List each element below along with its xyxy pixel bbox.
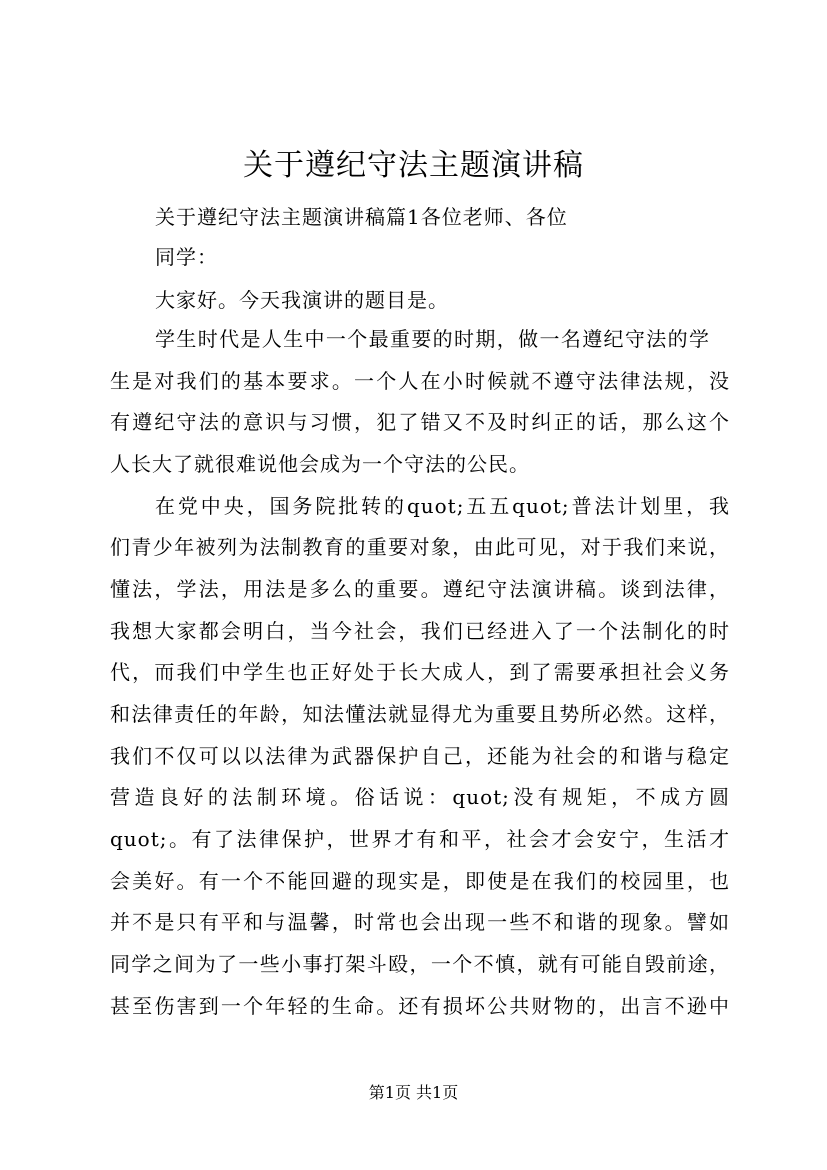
text-line: 同学： <box>155 245 218 269</box>
text-line: 代，而我们中学生也正好处于长大成人，到了需要承担社会义务 <box>110 660 730 684</box>
text-line: 生是对我们的基本要求。一个人在小时候就不遵守法律法规，没 <box>110 369 730 393</box>
text-line: 有遵纪守法的意识与习惯，犯了错又不及时纠正的话，那么这个 <box>110 410 730 434</box>
page-number-footer: 第1页 共1页 <box>368 1083 459 1102</box>
text-line: 并不是只有平和与温馨，时常也会出现一些不和谐的现象。譬如 <box>110 910 730 934</box>
text-line: 在党中央，国务院批转的quot;五五quot;普法计划里，我 <box>155 494 730 518</box>
text-line: 学生时代是人生中一个最重要的时期，做一名遵纪守法的学 <box>155 327 710 351</box>
text-line: 关于遵纪守法主题演讲稿篇1各位老师、各位 <box>155 205 568 229</box>
text-line: 同学之间为了一些小事打架斗殴，一个不慎，就有可能自毁前途， <box>110 952 730 976</box>
text-line: 甚至伤害到一个年轻的生命。还有损坏公共财物的，出言不逊中 <box>110 994 730 1018</box>
text-line: 我们不仅可以以法律为武器保护自己，还能为社会的和谐与稳定 <box>110 744 730 768</box>
text-line: 大家好。今天我演讲的题目是。 <box>155 288 449 312</box>
text-line: 们青少年被列为法制教育的重要对象，由此可见，对于我们来说， <box>110 535 730 559</box>
text-line: 营造良好的法制环境。俗话说：quot;没有规矩，不成方圆 <box>110 785 730 809</box>
text-line: 懂法，学法，用法是多么的重要。遵纪守法演讲稿。谈到法律， <box>110 577 730 601</box>
text-line: 和法律责任的年龄，知法懂法就显得尤为重要且势所必然。这样， <box>110 702 730 726</box>
text-line: 人长大了就很难说他会成为一个守法的公民。 <box>110 452 530 476</box>
text-line: quot;。有了法律保护，世界才有和平，社会才会安宁，生活才 <box>110 827 730 851</box>
document-title: 关于遵纪守法主题演讲稿 <box>243 148 584 183</box>
text-line: 我想大家都会明白，当今社会，我们已经进入了一个法制化的时 <box>110 619 730 643</box>
text-line: 会美好。有一个不能回避的现实是，即使是在我们的校园里，也 <box>110 869 730 893</box>
